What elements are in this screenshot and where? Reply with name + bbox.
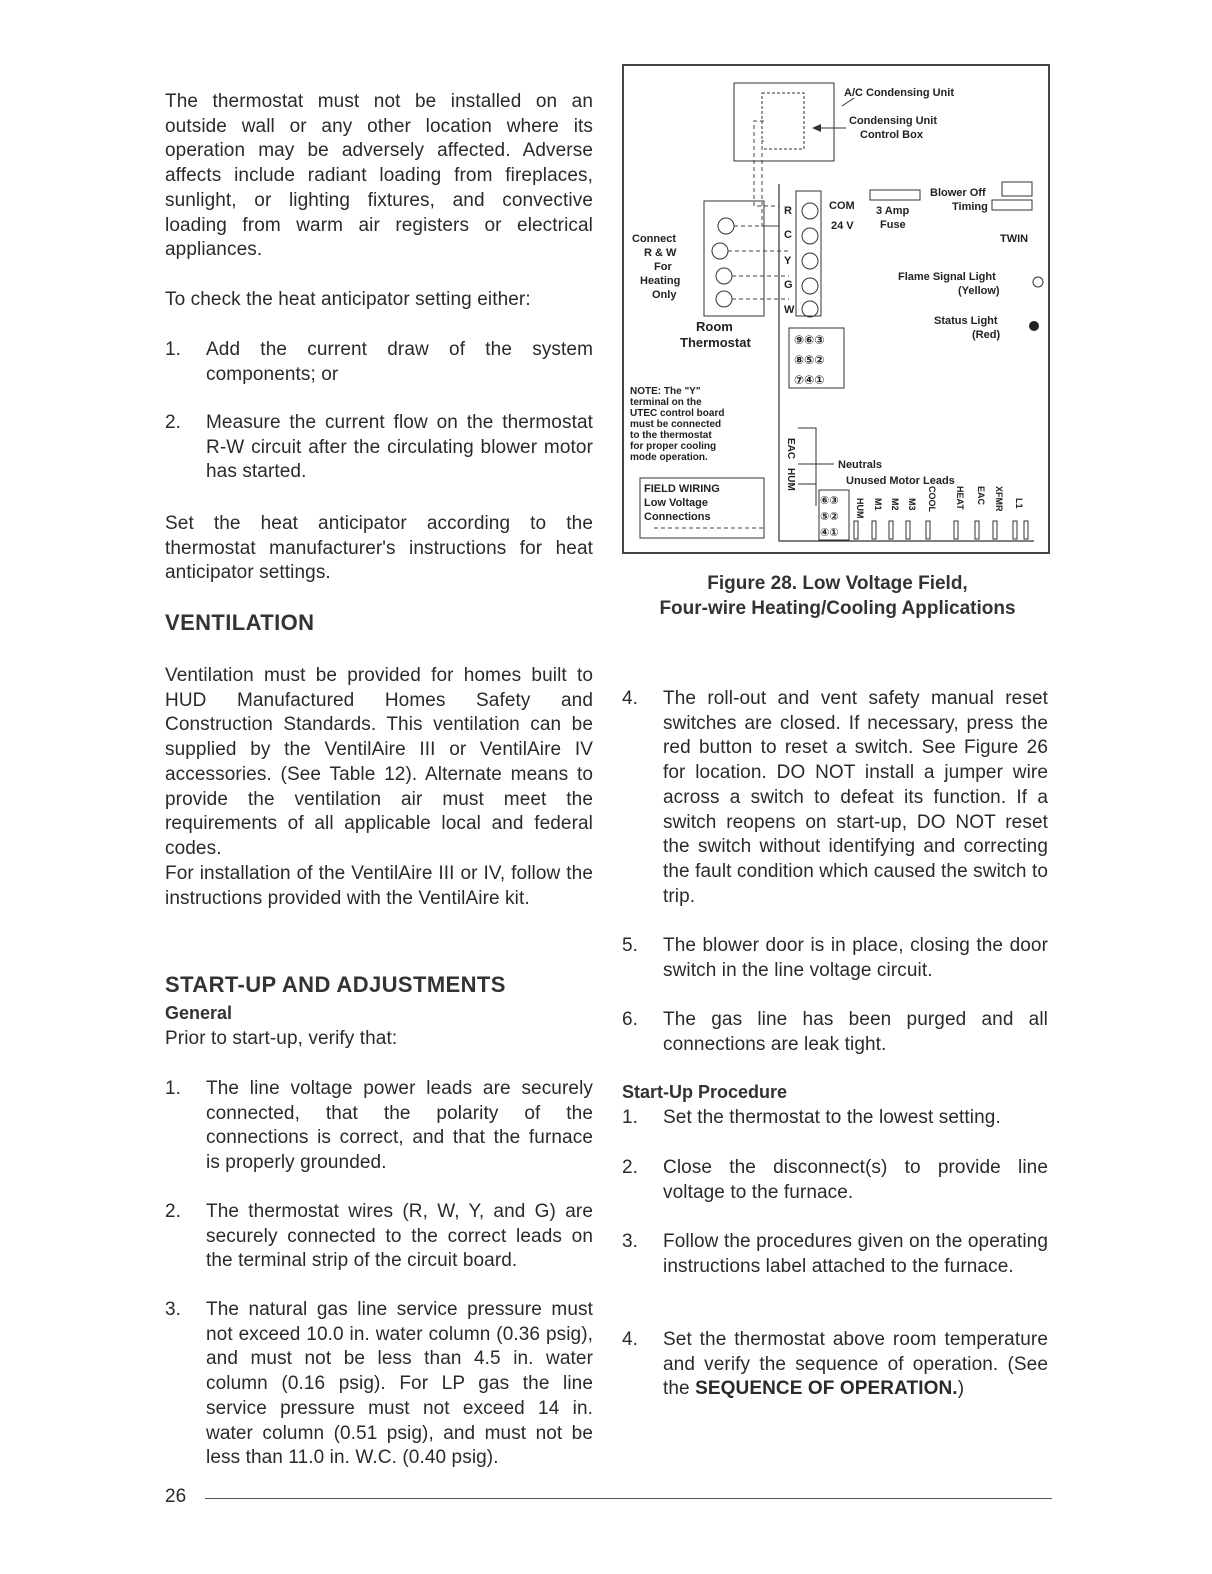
fuse-label: Fuse	[880, 219, 906, 231]
figure-caption-line-1: Figure 28. Low Voltage Field,	[707, 573, 968, 594]
motor-connector-pins	[820, 495, 839, 539]
eac-label: EAC	[785, 438, 796, 460]
lead-label: COOL	[927, 486, 937, 512]
list-text: Measure the current flow on the thermostat R-W circuit after the circulating blower motor has started.	[206, 412, 593, 483]
connect-label: For	[654, 261, 672, 273]
figure-caption-line-2: Four-wire Heating/Cooling Applications	[659, 598, 1016, 619]
list-item	[622, 687, 1048, 909]
blower-off-label: Blower Off	[930, 187, 986, 199]
flame-signal-label: Flame Signal Light	[898, 271, 996, 283]
terminal-y-icon	[716, 268, 732, 284]
lead-label: M2	[890, 498, 900, 511]
list-number: 2.	[622, 1157, 639, 1178]
neutral-wire	[798, 428, 816, 506]
note	[630, 386, 724, 463]
list-text-end: )	[957, 1378, 965, 1400]
connect-label: Heating	[640, 275, 681, 287]
list-text: The natural gas line service pressure must not exceed 10.0 in. water column (0.36 psig), and must not be less than 4.5 in. water column (0.16 psig). For LP gas the line service pressure must not exceed 14 in. water column (0.51 psig), and must not be less than 11.0 in. W.C. (0.40 psig).	[206, 1299, 593, 1469]
list-text: The blower door is in place, closing the door switch in the line voltage circuit.	[663, 935, 1048, 981]
note-line: for proper cooling	[630, 441, 717, 452]
unused-motor-leads-label: Unused Motor Leads	[846, 475, 955, 487]
dip-switch-icon	[1002, 182, 1032, 196]
note-line: terminal on the	[630, 397, 702, 408]
list-item	[622, 934, 1048, 983]
timing-label: Timing	[952, 201, 988, 213]
connect-label: Connect	[632, 233, 676, 245]
svg-text:⑥③: ⑥③	[820, 495, 839, 507]
list-number: 4.	[622, 1329, 639, 1350]
pointer-line	[842, 98, 854, 106]
list-item	[165, 338, 593, 387]
list-number: 6.	[622, 1009, 639, 1030]
list-text: Set the thermostat to the lowest setting.	[663, 1107, 1001, 1128]
lead-label: HUM	[855, 498, 865, 519]
svg-text:④①: ④①	[820, 527, 839, 539]
list-number: 3.	[622, 1231, 639, 1252]
list-number: 1.	[165, 1078, 182, 1099]
footer-rule	[205, 1498, 1052, 1499]
24v-label: 24 V	[831, 220, 854, 232]
lead-label: M1	[873, 498, 883, 511]
note-line: UTEC control board	[630, 408, 725, 419]
svg-text:⑦④①: ⑦④①	[794, 373, 825, 387]
list-item	[165, 1298, 593, 1471]
fuse-icon	[870, 190, 920, 200]
list-text: Set the thermostat above room temperature and verify the sequence of operation. (See the	[663, 1329, 1048, 1400]
motor-lead-labels	[855, 486, 1024, 519]
list-item	[622, 1230, 1048, 1279]
list-number: 3.	[165, 1299, 182, 1320]
screw-icon	[802, 278, 818, 294]
ac-unit-label: A/C Condensing Unit	[844, 87, 954, 99]
connections-label: Connections	[644, 511, 711, 523]
status-light-icon	[1029, 321, 1039, 331]
terminal-w-label: W	[784, 304, 795, 316]
list-text: Close the disconnect(s) to provide line voltage to the furnace.	[663, 1157, 1048, 1203]
wiring-diagram	[622, 64, 1050, 554]
terminal-r-icon	[718, 218, 734, 234]
status-light-label: Status Light	[934, 315, 998, 327]
list-item	[622, 1156, 1048, 1205]
terminal-w-icon	[712, 243, 728, 259]
list-text: The roll-out and vent safety manual reset switches are closed. If necessary, press the red button to reset a switch. See Figure 26 for location. DO NOT install a jumper wire across a switch to defeat its function. If a switch reopens on start-up, DO NOT reset the switch without identifying and correcting the fault condition which caused the switch to trip.	[663, 688, 1048, 907]
svg-text:⑨⑥③: ⑨⑥③	[794, 333, 825, 347]
room-label: Room	[696, 319, 733, 334]
thermostat-location-paragraph: The thermostat must not be installed on an outside wall or any other location where its operation may be adversely affected. Adverse affects include radiant loading from fireplaces, sunlight, or lighting fixtures, and convective loading from warm air registers or electrical appliances.	[165, 91, 593, 261]
wire	[762, 141, 779, 226]
heat-anticipator-intro: To check the heat anticipator setting either:	[165, 289, 531, 310]
general-heading: General	[165, 1003, 233, 1023]
note-line: must be connected	[630, 419, 722, 430]
list-item	[622, 1106, 1048, 1131]
lead-label: HEAT	[955, 486, 965, 510]
terminal-g-label: G	[784, 279, 793, 291]
control-box	[762, 93, 804, 149]
list-number: 1.	[622, 1107, 639, 1128]
svg-text:⑧⑤②: ⑧⑤②	[794, 353, 825, 367]
red-label: (Red)	[972, 329, 1001, 341]
note-line: mode operation.	[630, 452, 708, 463]
wiring-diagram-svg	[624, 66, 1048, 552]
list-number: 4.	[622, 688, 639, 709]
note-line: NOTE: The "Y"	[630, 386, 701, 397]
hum-label: HUM	[785, 468, 796, 491]
svg-text:⑤②: ⑤②	[820, 511, 839, 523]
note-line: to the thermostat	[630, 430, 712, 441]
control-box-label-1: Condensing Unit	[849, 115, 937, 127]
wire	[754, 121, 779, 206]
yellow-label: (Yellow)	[958, 285, 1000, 297]
amp-label: 3 Amp	[876, 205, 910, 217]
list-item	[622, 1328, 1048, 1402]
connector-pins	[794, 333, 824, 387]
connect-label: R & W	[644, 247, 677, 259]
neutrals-label: Neutrals	[838, 459, 883, 471]
thermostat-label: Thermostat	[680, 335, 751, 350]
lead-pins	[854, 521, 1028, 539]
set-anticipator-paragraph: Set the heat anticipator according to the thermostat manufacturer's instructions for heat anticipator settings.	[165, 513, 593, 584]
twin-label: TWIN	[1000, 233, 1029, 245]
screw-icon	[802, 253, 818, 269]
lead-label: EAC	[976, 486, 986, 506]
screw-icon	[802, 203, 818, 219]
ventilation-heading: VENTILATION	[165, 610, 315, 635]
field-wiring-label: FIELD WIRING	[644, 483, 720, 495]
startup-heading: START-UP AND ADJUSTMENTS	[165, 972, 506, 997]
dip-switch-icon	[992, 200, 1032, 210]
startup-procedure-heading: Start-Up Procedure	[622, 1082, 788, 1102]
list-item	[165, 1077, 593, 1176]
list-number: 2.	[165, 1201, 182, 1222]
control-box-label-2: Control Box	[860, 129, 923, 141]
list-number: 1.	[165, 339, 182, 360]
list-text: The thermostat wires (R, W, Y, and G) are securely connected to the correct leads on the terminal strip of the circuit board.	[206, 1201, 593, 1272]
screw-icon	[802, 228, 818, 244]
list-number: 5.	[622, 935, 639, 956]
list-item	[165, 1200, 593, 1274]
lead-label: XFMR	[994, 486, 1004, 512]
ventilaire-paragraph: For installation of the VentilAire III or IV, follow the instructions provided with the VentilAire kit.	[165, 863, 593, 909]
connect-label: Only	[652, 289, 677, 301]
terminal-g-icon	[716, 291, 732, 307]
terminal-y-label: Y	[784, 255, 792, 267]
page-number: 26	[165, 1486, 187, 1507]
com-label: COM	[829, 200, 855, 212]
list-text: Follow the procedures given on the operating instructions label attached to the furnace.	[663, 1231, 1048, 1277]
list-item	[622, 1008, 1048, 1057]
list-text: The gas line has been purged and all connections are leak tight.	[663, 1009, 1048, 1055]
low-voltage-label: Low Voltage	[644, 497, 708, 509]
prior-paragraph: Prior to start-up, verify that:	[165, 1028, 398, 1049]
list-text: The line voltage power leads are securely connected, that the polarity of the connections is correct, and that the furnace is properly grounded.	[206, 1078, 593, 1174]
screw-icon	[802, 301, 818, 317]
list-item	[165, 411, 593, 485]
arrow-icon	[812, 124, 821, 132]
flame-light-icon	[1033, 277, 1043, 287]
terminal-r-label: R	[784, 205, 792, 217]
list-number: 2.	[165, 412, 182, 433]
sequence-reference: SEQUENCE OF OPERATION.	[695, 1378, 958, 1400]
ventilation-paragraph: Ventilation must be provided for homes built to HUD Manufactured Homes Safety and Construction Standards. This ventilation can be supplied by the VentilAire III or VentilAire IV accessories. (See Table 12). Alternate means to provide the ventilation air must meet the requirements of all applicable local and federal codes.	[165, 665, 593, 859]
terminal-c-label: C	[784, 229, 792, 241]
lead-label: L1	[1014, 498, 1024, 509]
list-text: Add the current draw of the system components; or	[206, 339, 593, 385]
lead-label: M3	[907, 498, 917, 511]
